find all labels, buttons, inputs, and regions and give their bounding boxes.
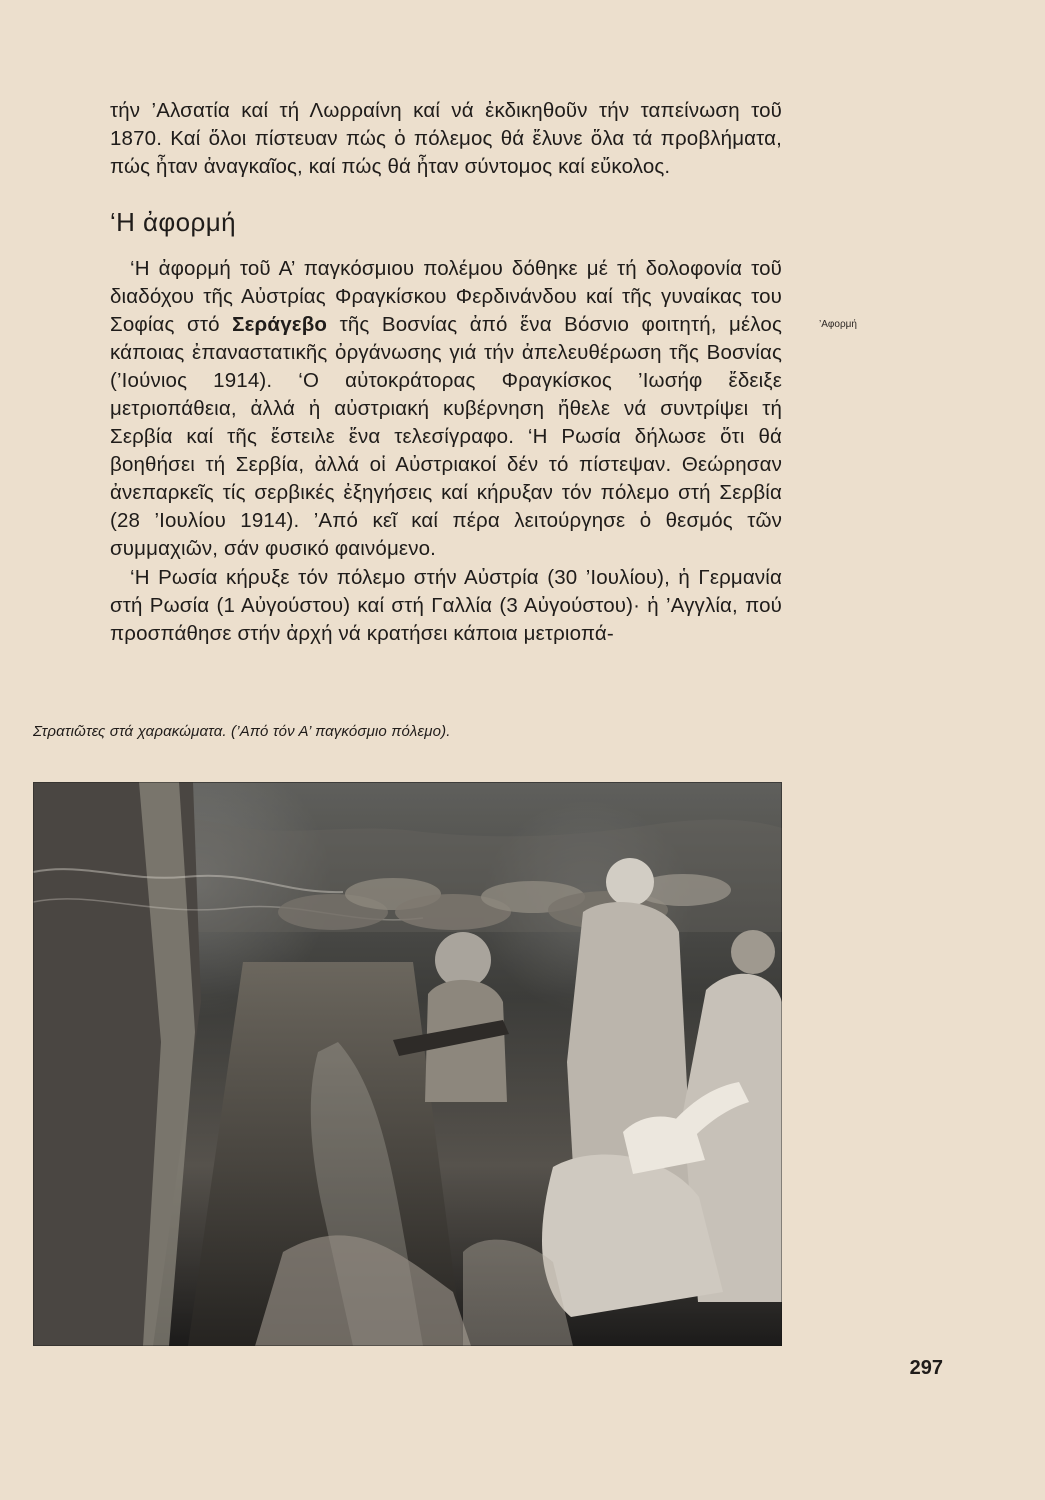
margin-note: ’Αφορμή: [819, 319, 857, 330]
second-paragraph: [110, 564, 782, 648]
soldier-right-helmet: [731, 930, 775, 974]
main-paragraph-part-1: ‘Η ἀφορμή τοῦ Α’ παγκόσμιου πολέμου δόθηκε μέ τή δολοφονία τοῦ διαδόχου τῆς Αὐστρίας Φραγκίσκου Φερδινάνδου καί τῆς γυναίκας του Σοφίας στό: [110, 257, 782, 336]
second-paragraph-text: ‘Η Ρωσία κήρυξε τόν πόλεμο στήν Αὐστρία (30 ’Ιουλίου), ἡ Γερμανία στή Ρωσία (1 Αὐγούστου) καί στή Γαλλία (3 Αὐγούστου)· ἡ ’Αγγλία, πού προσπάθησε στήν ἀρχή νά κρατήσει κάποια μετριοπά-: [110, 566, 782, 645]
photo-caption: Στρατιῶτες στά χαρακώματα. (’Από τόν Α’ παγκόσμιο πόλεμο).: [33, 723, 451, 740]
highlighted-place-name: Σεράγεβο: [232, 313, 328, 336]
soldier-center-helmet: [606, 858, 654, 906]
main-paragraph-part-2: τῆς Βοσνίας ἀπό ἕνα Βόσνιο φοιτητή, μέλος κάποιας ἐπαναστατικῆς ὀργάνωσης γιά τήν ἀπελευθέρωση τῆς Βοσνίας (’Ιούνιος 1914). ‘Ο αὐτοκράτορας Φραγκίσκος ’Ιωσήφ ἔδειξε μετριοπάθεια, ἀλλά ἡ αὐστριακή κυβέρνηση ἤθελε νά συντρίψει τή Σερβία καί τῆς ἔστειλε ἕνα τελεσίγραφο. ‘Η Ρωσία δήλωσε ὅτι θά βοηθήσει τή Σερβία, ἀλλά οἱ Αὐστριακοί δέν τό πίστεψαν. Θεώρησαν ἀνεπαρκεῖς τίς σερβικές ἐξηγήσεις καί κήρυξαν τόν πόλεμο στή Σερβία (28 ’Ιουλίου 1914). ’Από κεῖ καί πέρα λειτούργησε ὁ θεσμός τῶν συμμαχιῶν, σάν φυσικό φαινόμενο.: [110, 313, 782, 560]
main-paragraph: [110, 255, 782, 563]
trench-photo-illustration: [33, 782, 782, 1346]
soldier-left-helmet: [435, 932, 491, 988]
intro-paragraph: [110, 97, 782, 181]
section-title: ‘Η ἀφορμή: [110, 207, 236, 237]
main-paragraph-text: [110, 255, 782, 563]
page-number: 297: [909, 1357, 943, 1379]
intro-text: τήν ’Αλσατία καί τή Λωρραίνη καί νά ἐκδικηθοῦν τήν ταπείνωση τοῦ 1870. Καί ὅλοι πίστευαν πώς ὁ πόλεμος θά ἔλυνε ὅλα τά προβλήματα, πώς ἦταν ἀναγκαῖος, καί πώς θά ἦταν σύντομος καί εὔκολος.: [110, 99, 782, 178]
trench-soldiers-photo: [33, 782, 782, 1346]
